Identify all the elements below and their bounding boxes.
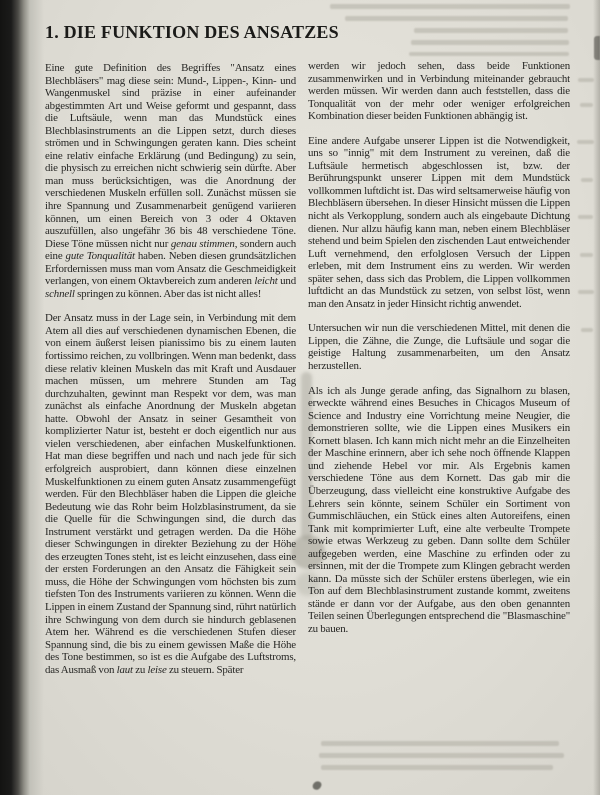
chapter-title: 1. DIE FUNKTION DES ANSATZES bbox=[45, 22, 339, 42]
text-column-left bbox=[45, 62, 296, 788]
paragraph: Untersuchen wir nun die verschiedenen Mittel, mit denen die Lippen, die Zähne, die Zunge, die Luftsäule und sogar die geistige Haltung zusammenarbeiten, um den Ansatz herzustellen. bbox=[308, 322, 570, 373]
paragraph: Der Ansatz muss in der Lage sein, in Verbindung mit dem Atem all dies auf verschiedenen dynamischen Ebenen, die von einem äußerst leisen pianissimo bis zu einem lauten fortissimo reichen, zu vollbringen. Wenn man bedenkt, dass diese relativ kleinen Muskeln das mit Kraft und Ausdauer machen müssen, um mehrere Stunden am Tag durchzuhalten, gewinnt man Respekt vor dem, was man zunächst als einfache Anordnung der Muskeln abgetan hatte. Obwohl der Ansatz in seiner Gesamtheit von komplizierter Natur ist, besteht er doch eigentlich nur aus vielen verschiedenen, aber einfachen Muskelfunktionen. Hat man diese begriffen und nach und nach jede für sich erfolgreich ausprobiert, dann können diese einzelnen Muskelfunktionen zu einem guten Ansatz zusammengefügt werden. Für den Blechbläser haben die Lippen die gleiche Bedeutung wie das Rohr beim Holzblasinstrument, da sie die Quelle für die Schwingungen sind, die durch das Instrument verstärkt und getragen werden. Da die Höhe dieser Schwingungen in direkter Beziehung zu der Höhe des erzeugten Tones steht, ist es leicht einzusehen, dass eine der ersten Forderungen an den Ansatz die Fähigkeit sein muss, die Höhe der Schwingungen vom höchsten bis zum tiefsten Ton des Instruments variieren zu können. Wenn die Lippen in einem Zustand der Spannung sind, rührt natürlich ihre Schwingung von dem durch sie hindurch geblasenen Atem her. Während es die verschiedenen Stufen dieser Spannung sind, die bis zu einem gewissen Maße die Höhe des Tone bestimmen, so ist es die Aufgabe des Luftstroms, das Ausmaß von laut zu leise zu steuern. Später bbox=[45, 312, 296, 676]
binding-shadow bbox=[0, 0, 44, 795]
page-right-edge bbox=[593, 0, 600, 795]
paragraph: Eine andere Aufgabe unserer Lippen ist die Notwendigkeit, uns so "innig" mit dem Instrument zu vereinen, daß die Luftsäule hermetisch abgeschlossen ist, bzw. der Berührungspunkt unserer Lippen mit dem Mundstück vollkommen luftdicht ist. Das wird seltsamerweise häufig von Blechbläsern übersehen. In dieser Hinsicht müssen die Lippen nicht als Verkopplung, sondern auch als eingebaute Dichtung dienen. Nur allzu häufig kann man, neben einem Blechbläser stehend und beim Spielen den zischenden Laut entweichender Luft vernehmend, den erfolglosen Versuch der Lippen erleben, mit dem Instrument eins zu werden. Wir werden später sehen, dass sich das Problem, die Lippen vollkommen luftdicht an das Mundstück zu setzen, von selbst löst, wenn man den Ansatz in jeder Hinsicht richtig anwendet. bbox=[308, 134, 570, 310]
paragraph: werden wir jedoch sehen, dass beide Funktionen zusammenwirken und in Verbindung miteinander gebraucht werden müssen. Wir werden dann auch feststellen, dass die Tonqualität von der mehr oder weniger erfolgreichen Kombination dieser beiden Funktionen abhängig ist. bbox=[308, 60, 570, 123]
page-edge-blotch bbox=[594, 36, 600, 60]
text-column-right bbox=[308, 60, 570, 788]
paragraph: Eine gute Definition des Begriffes "Ansatz eines Blechbläsers" mag diese sein: Mund-, Lippen-, Kinn- und Wangenmuskel sind präzise in einer aufeinander abgestimmten Art und Weise geformt und gespannt, dass die Luftsäule, wenn man das Mundstück eines Blechblasinstruments an die Lippen setzt, durch dieses strömen und in Schwingungen geraten kann. Dies scheint eine relativ einfache Erklärung (und Bedingung) zu sein, die physisch zu erreichen nicht schwierig sein dürfte. Aber man muss berücksichtigen, was die Anordnung der verschiedenen Muskeln erfüllen soll. Zunächst müssen sie ihre Spannung und Zusammenarbeit genügend variieren können, um einen Bereich von 3 oder 4 Oktaven auszufüllen, also ungefähr 36 bis 48 verschiedene Töne. Diese Töne müssen nicht nur genau stimmen, sondern auch eine gute Tonqualität haben. Neben diesen grundsätzlichen Erfordernissen muss man vom Ansatz die Geschmeidigkeit verlangen, von einem Oktavbereich zum anderen leicht und schnell springen zu können. Aber das ist nicht alles! bbox=[45, 62, 296, 300]
paragraph: Als ich als Junge gerade anfing, das Signalhorn zu blasen, erweckte während eines Besuches in Chicagos Museum of Science and Industry eine Vorrichtung meine Neugier, die demonstrieren sollte, wie die Lippen eines Musikers ein Kornett blasen. Ich kann mich nicht mehr an die Einzelheiten der Maschine erinnern, aber ich sehe noch öffnende Klappen und ziehende Hebel vor mir. Als Ergebnis kamen verschiedene Töne aus dem Kornett. Das gab mir die Überzeugung, dass vielleicht eine konstruktive Aufgabe des Lehrers sein könnte, seinem Schüler ein Sortiment von Gummischläuchen, ein Stück eines alten Autoreifens, einen Tank mit komprimierter Luft, eine alte verbeulte Trompete sowie etwas Werkzeug zu geben. Dann sollte dem Schüler aufgegeben werden, eine Maschine zu erfinden oder zu ersinnen, mit der die Trompete zum Klingen gebracht werden kann. Da müsste sich der Schüler erstens überlegen, wie ein Ton auf dem Blechblasinstrument zustande kommt, zweitens stände er dann vor der Aufgabe, aus den oben genannten Teilen seinen Überlegungen entsprechend die "Blasmaschine" zu bauen. bbox=[308, 384, 570, 635]
